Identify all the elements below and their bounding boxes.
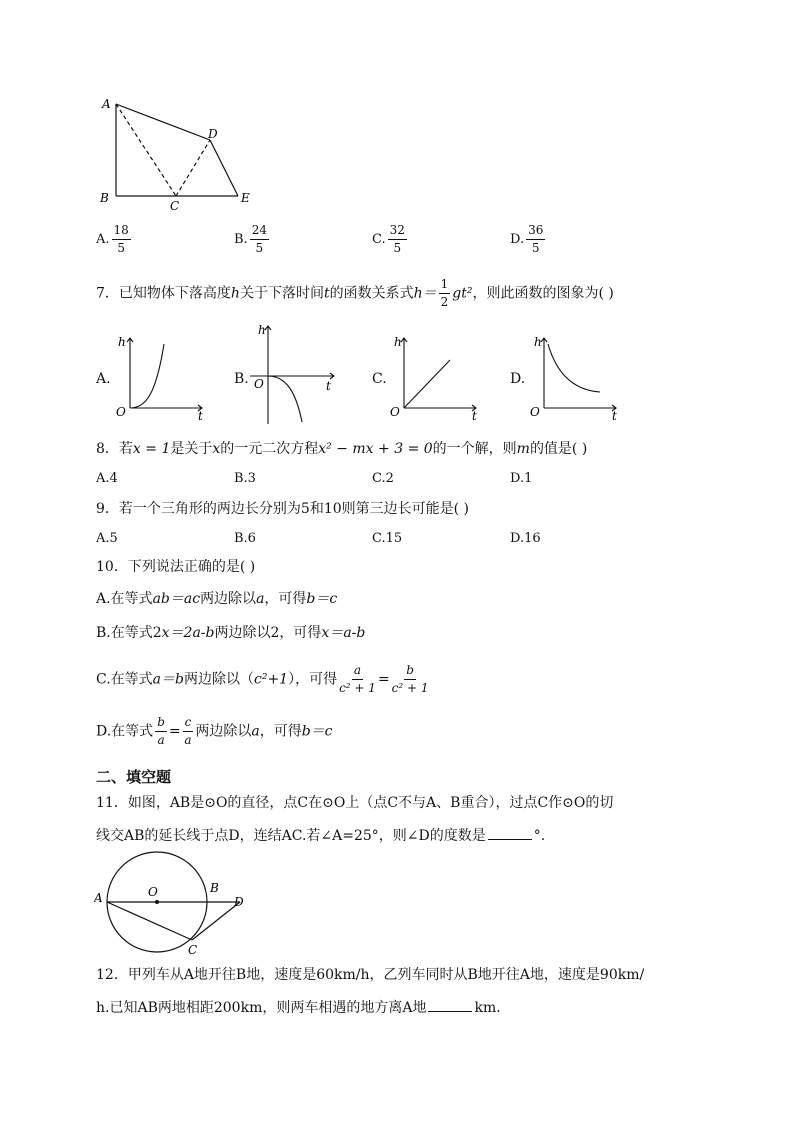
label-e: E — [241, 191, 250, 205]
svg-text:t: t — [198, 409, 203, 420]
q8-stem: 8．若x = 1是关于x的一元二次方程x² − mx + 3 = 0的一个解，则m的值是( ) — [96, 441, 588, 457]
q7-graph-c — [386, 332, 482, 420]
q6-option-a: A. $\frac{18}{5}$ — [96, 223, 129, 256]
q8-option-c: C.2 — [372, 471, 394, 486]
svg-text:h: h — [118, 335, 126, 349]
q11-figure — [94, 848, 254, 960]
svg-text:B: B — [210, 881, 219, 895]
q6-option-c: C. $\frac{32}{5}$ — [372, 223, 405, 256]
q10-option-d: D.在等式 $\frac{b}{a}$ = $\frac{c}{a}$ 两边除以a，可得b＝c — [96, 715, 333, 748]
q7-graph-c-letter: C. — [372, 371, 387, 387]
svg-text:O: O — [116, 405, 126, 419]
q10-option-a: A.在等式ab＝ac两边除以a，可得b＝c — [96, 591, 338, 607]
q6-figure — [96, 96, 266, 212]
q9-option-c: C.15 — [372, 531, 403, 546]
label-c: C — [170, 199, 180, 212]
q10-option-b: B.在等式2x＝2a-b两边除以2，可得x＝a-b — [96, 625, 366, 641]
q9-option-d: D.16 — [510, 531, 541, 546]
svg-text:t: t — [612, 409, 617, 420]
q7-graph-b — [246, 322, 342, 426]
q11-line1: 11．如图，AB是⊙O的直径，点C在⊙O上（点C不与A、B重合），过点C作⊙O的切 — [96, 795, 614, 811]
q12-line1: 12．甲列车从A地开往B地，速度是60km/h，乙列车同时从B地开往A地，速度是90km/ — [96, 967, 645, 983]
svg-text:A: A — [94, 891, 103, 905]
section-heading: 二、填空题 — [96, 768, 172, 786]
q7-graph-d-letter: D. — [510, 371, 526, 387]
q8-option-d: D.1 — [510, 471, 533, 486]
q7-stem: 7．已知物体下落高度h关于下落时间t的函数关系式h＝ $\frac{1}{2}$ gt²，则此函数的图象为( ) — [96, 277, 614, 310]
q8-option-a: A.4 — [96, 471, 118, 486]
svg-text:h: h — [258, 323, 266, 337]
svg-text:t: t — [472, 409, 477, 420]
svg-text:t: t — [326, 379, 331, 393]
q11-line2: 线交AB的延长线于点D，连结AC.若∠A=25°，则∠D的度数是 °. — [96, 828, 546, 844]
answer-blank — [488, 826, 532, 840]
label-a: A — [102, 97, 111, 111]
label-b: B — [100, 191, 109, 205]
q7-graph-a-letter: A. — [96, 371, 111, 387]
q6-option-d: D. $\frac{36}{5}$ — [510, 223, 544, 256]
q7-graph-d — [526, 332, 622, 420]
svg-text:h: h — [394, 335, 402, 349]
svg-text:O: O — [254, 377, 264, 391]
q9-option-b: B.6 — [234, 531, 256, 546]
q10-stem: 10．下列说法正确的是( ) — [96, 559, 256, 575]
q7-graph-a — [112, 332, 208, 420]
q12-line2: h.已知AB两地相距200km，则两车相遇的地方离A地 km. — [96, 1000, 501, 1016]
svg-text:D: D — [234, 895, 244, 909]
label-d: D — [208, 127, 218, 141]
answer-blank — [428, 998, 472, 1012]
q9-option-a: A.5 — [96, 531, 118, 546]
svg-text:O: O — [390, 405, 400, 419]
q8-option-b: B.3 — [234, 471, 256, 486]
q6-option-b: B. $\frac{24}{5}$ — [234, 223, 267, 256]
q10-option-c: C.在等式a＝b两边除以（c²+1），可得 $\frac{a}{\text{c² + 1}}$ = $\frac{b}{\text{c² + 1}}$ — [96, 663, 429, 696]
svg-text:O: O — [530, 405, 540, 419]
svg-text:C: C — [188, 943, 198, 957]
q9-stem: 9．若一个三角形的两边长分别为5和10则第三边长可能是( ) — [96, 501, 470, 517]
svg-text:O: O — [148, 885, 158, 899]
svg-text:h: h — [534, 335, 542, 349]
q7-graph-b-letter: B. — [234, 371, 249, 387]
